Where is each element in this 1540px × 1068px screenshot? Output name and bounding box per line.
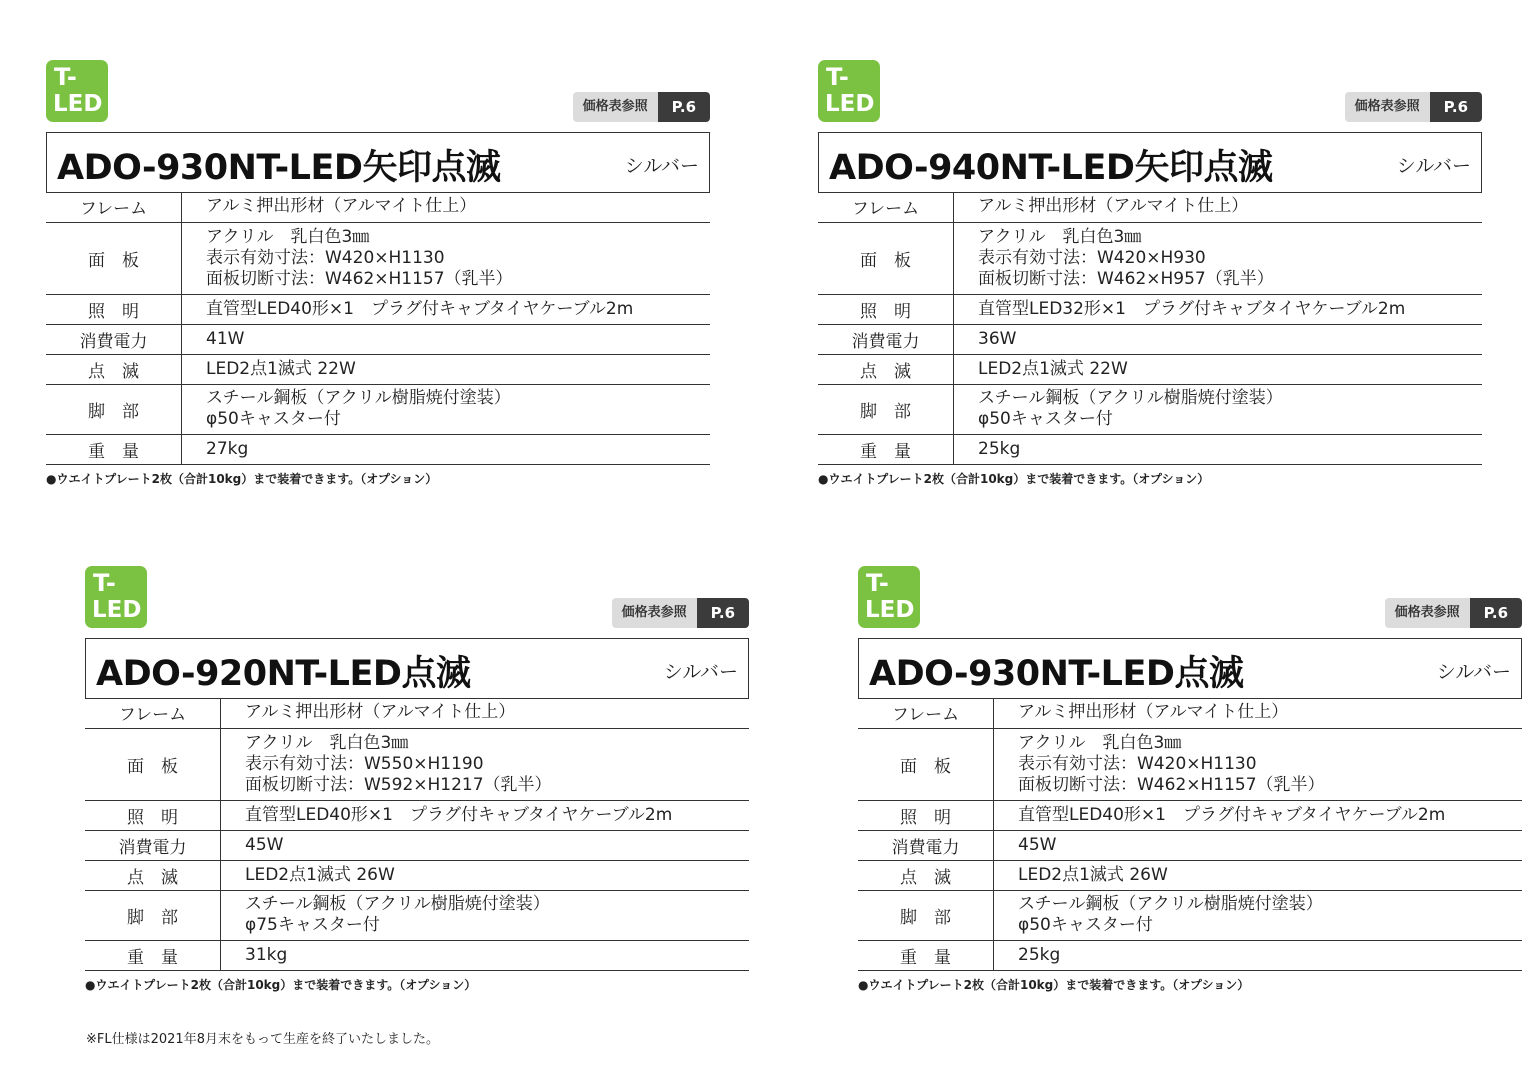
spec-row — [46, 324, 710, 354]
spec-row — [85, 940, 749, 970]
spec-row — [858, 800, 1522, 830]
product-title: ADO-920NT-LED点滅 — [96, 654, 471, 694]
spec-label: 照 明 — [85, 800, 221, 830]
option-note: ●ウエイトプレート2枚（合計10kg）まで装着できます。（オプション） — [85, 978, 477, 992]
spec-label: 消費電力 — [46, 324, 182, 354]
spec-value: 表示有効寸法：W420×H1130 — [1018, 753, 1257, 774]
spec-value-cell — [954, 222, 1483, 294]
footnote: ※FL仕様は2021年8月末をもって生産を終了いたしました。 — [86, 1032, 439, 1047]
spec-row — [818, 294, 1482, 324]
spec-row — [46, 434, 710, 464]
spec-value-cell — [221, 890, 750, 940]
spec-value: アルミ押出形材（アルマイト仕上） — [206, 196, 477, 217]
spec-label: フレーム — [46, 192, 182, 222]
spec-value-cell — [182, 192, 711, 222]
spec-value-cell — [182, 354, 711, 384]
spec-value: LED2点1滅式 22W — [206, 358, 356, 379]
spec-value-cell — [994, 890, 1523, 940]
spec-label: 脚 部 — [46, 384, 182, 434]
spec-value: φ50キャスター付 — [978, 409, 1113, 429]
spec-row — [85, 830, 749, 860]
spec-value: 面板切断寸法：W462×H1157（乳半） — [1018, 774, 1325, 795]
spec-row — [85, 698, 749, 728]
spec-value: φ75キャスター付 — [245, 915, 380, 935]
spec-row — [858, 890, 1522, 940]
price-reference-label: 価格表参照 — [573, 92, 658, 122]
spec-value: 直管型LED32形×1 プラグ付キャブタイヤケーブル2m — [978, 298, 1406, 319]
price-reference — [573, 92, 710, 122]
t-led-badge-icon — [46, 60, 108, 122]
badge-line1: T- — [826, 63, 849, 91]
badge-line1: T- — [866, 569, 889, 597]
spec-value-cell — [954, 354, 1483, 384]
spec-value-cell — [182, 434, 711, 464]
spec-label: 脚 部 — [818, 384, 954, 434]
spec-value: スチール鋼板（アクリル樹脂焼付塗装） — [978, 388, 1283, 408]
spec-value: 25kg — [978, 438, 1021, 459]
spec-value: スチール鋼板（アクリル樹脂焼付塗装） — [1018, 894, 1323, 914]
spec-label: 面 板 — [818, 222, 954, 294]
spec-value-cell — [994, 830, 1523, 860]
t-led-badge-icon — [858, 566, 920, 628]
spec-value: φ50キャスター付 — [206, 409, 341, 429]
spec-label: 消費電力 — [818, 324, 954, 354]
spec-row — [46, 192, 710, 222]
spec-value: 面板切断寸法：W462×H957（乳半） — [978, 268, 1274, 289]
product-card — [858, 566, 1522, 1006]
spec-row — [818, 354, 1482, 384]
spec-value: 45W — [1018, 834, 1057, 855]
spec-value-cell — [994, 728, 1523, 800]
spec-table — [85, 698, 749, 971]
spec-label: 面 板 — [85, 728, 221, 800]
product-card — [46, 60, 710, 500]
product-color: シルバー — [663, 661, 738, 683]
spec-row — [85, 728, 749, 800]
spec-value-cell — [954, 192, 1483, 222]
spec-value-cell — [221, 860, 750, 890]
spec-label: 照 明 — [818, 294, 954, 324]
spec-label: 点 滅 — [85, 860, 221, 890]
spec-value-cell — [182, 384, 711, 434]
spec-value: 27kg — [206, 438, 249, 459]
spec-value: LED2点1滅式 26W — [245, 864, 395, 885]
spec-value-cell — [994, 860, 1523, 890]
spec-value-cell — [954, 434, 1483, 464]
spec-value: アクリル 乳白色3㎜ — [1018, 732, 1182, 753]
spec-value: 直管型LED40形×1 プラグ付キャブタイヤケーブル2m — [206, 298, 634, 319]
spec-label: 面 板 — [858, 728, 994, 800]
spec-value: アルミ押出形材（アルマイト仕上） — [978, 196, 1249, 217]
spec-value: 面板切断寸法：W462×H1157（乳半） — [206, 268, 513, 289]
spec-row — [46, 354, 710, 384]
spec-value-cell — [954, 294, 1483, 324]
spec-row — [818, 384, 1482, 434]
spec-row — [818, 192, 1482, 222]
spec-row — [818, 222, 1482, 294]
spec-value-cell — [221, 830, 750, 860]
spec-row — [46, 294, 710, 324]
spec-value-cell — [221, 698, 750, 728]
badge-line1: T- — [54, 63, 77, 91]
spec-row — [46, 222, 710, 294]
spec-row — [818, 324, 1482, 354]
spec-value: 直管型LED40形×1 プラグ付キャブタイヤケーブル2m — [1018, 804, 1446, 825]
title-box — [858, 638, 1522, 699]
spec-value: 表示有効寸法：W420×H1130 — [206, 247, 445, 268]
spec-value: アクリル 乳白色3㎜ — [245, 732, 409, 753]
spec-value: 45W — [245, 834, 284, 855]
spec-value-cell — [182, 222, 711, 294]
product-card — [85, 566, 749, 1006]
spec-label: 消費電力 — [85, 830, 221, 860]
spec-value-cell — [954, 324, 1483, 354]
option-note: ●ウエイトプレート2枚（合計10kg）まで装着できます。（オプション） — [46, 472, 438, 486]
spec-label: 消費電力 — [858, 830, 994, 860]
title-box — [46, 132, 710, 193]
price-reference — [1345, 92, 1482, 122]
spec-label: 脚 部 — [85, 890, 221, 940]
option-note: ●ウエイトプレート2枚（合計10kg）まで装着できます。（オプション） — [858, 978, 1250, 992]
badge-line2: LED — [865, 597, 915, 623]
spec-row — [85, 800, 749, 830]
spec-value: アルミ押出形材（アルマイト仕上） — [245, 702, 516, 723]
spec-value-cell — [221, 940, 750, 970]
spec-value: 41W — [206, 328, 245, 349]
title-box — [818, 132, 1482, 193]
price-reference-page: P.6 — [1470, 598, 1522, 628]
spec-label: 重 量 — [818, 434, 954, 464]
spec-value: アクリル 乳白色3㎜ — [206, 226, 370, 247]
spec-label: 面 板 — [46, 222, 182, 294]
spec-row — [858, 860, 1522, 890]
product-color: シルバー — [1436, 661, 1511, 683]
product-title: ADO-940NT-LED矢印点滅 — [829, 148, 1273, 188]
badge-line2: LED — [92, 597, 142, 623]
spec-label: 点 滅 — [858, 860, 994, 890]
spec-label: 脚 部 — [858, 890, 994, 940]
spec-label: フレーム — [858, 698, 994, 728]
spec-value: 36W — [978, 328, 1017, 349]
spec-value: LED2点1滅式 26W — [1018, 864, 1168, 885]
spec-value: 面板切断寸法：W592×H1217（乳半） — [245, 774, 552, 795]
spec-row — [818, 434, 1482, 464]
spec-row — [46, 384, 710, 434]
spec-label: フレーム — [85, 698, 221, 728]
price-reference — [612, 598, 749, 628]
spec-value: 表示有効寸法：W550×H1190 — [245, 753, 484, 774]
spec-table — [46, 192, 710, 465]
spec-value: LED2点1滅式 22W — [978, 358, 1128, 379]
spec-label: 重 量 — [858, 940, 994, 970]
t-led-badge-icon — [85, 566, 147, 628]
price-reference-label: 価格表参照 — [612, 598, 697, 628]
spec-label: 照 明 — [858, 800, 994, 830]
spec-value-cell — [182, 294, 711, 324]
price-reference-label: 価格表参照 — [1385, 598, 1470, 628]
spec-value: アクリル 乳白色3㎜ — [978, 226, 1142, 247]
badge-line2: LED — [825, 91, 875, 117]
spec-label: 点 滅 — [818, 354, 954, 384]
spec-label: フレーム — [818, 192, 954, 222]
spec-row — [85, 890, 749, 940]
spec-value-cell — [994, 940, 1523, 970]
spec-value: アルミ押出形材（アルマイト仕上） — [1018, 702, 1289, 723]
spec-value-cell — [954, 384, 1483, 434]
price-reference-page: P.6 — [658, 92, 710, 122]
product-color: シルバー — [1396, 155, 1471, 177]
badge-line1: T- — [93, 569, 116, 597]
spec-row — [85, 860, 749, 890]
badge-line2: LED — [53, 91, 103, 117]
spec-value: 31kg — [245, 944, 288, 965]
price-reference-label: 価格表参照 — [1345, 92, 1430, 122]
spec-table — [818, 192, 1482, 465]
spec-label: 重 量 — [46, 434, 182, 464]
spec-row — [858, 830, 1522, 860]
title-box — [85, 638, 749, 699]
product-card — [818, 60, 1482, 500]
spec-row — [858, 940, 1522, 970]
price-reference-page: P.6 — [697, 598, 749, 628]
spec-value-cell — [221, 728, 750, 800]
spec-value: スチール鋼板（アクリル樹脂焼付塗装） — [206, 388, 511, 408]
spec-row — [858, 728, 1522, 800]
product-title: ADO-930NT-LED矢印点滅 — [57, 148, 501, 188]
option-note: ●ウエイトプレート2枚（合計10kg）まで装着できます。（オプション） — [818, 472, 1210, 486]
spec-label: 重 量 — [85, 940, 221, 970]
price-reference-page: P.6 — [1430, 92, 1482, 122]
spec-value-cell — [221, 800, 750, 830]
spec-value-cell — [182, 324, 711, 354]
product-color: シルバー — [624, 155, 699, 177]
spec-table — [858, 698, 1522, 971]
spec-value: 表示有効寸法：W420×H930 — [978, 247, 1206, 268]
spec-value-cell — [994, 698, 1523, 728]
price-reference — [1385, 598, 1522, 628]
spec-label: 照 明 — [46, 294, 182, 324]
spec-value: 直管型LED40形×1 プラグ付キャブタイヤケーブル2m — [245, 804, 673, 825]
t-led-badge-icon — [818, 60, 880, 122]
spec-value: 25kg — [1018, 944, 1061, 965]
spec-value-cell — [994, 800, 1523, 830]
spec-label: 点 滅 — [46, 354, 182, 384]
spec-value: スチール鋼板（アクリル樹脂焼付塗装） — [245, 894, 550, 914]
product-title: ADO-930NT-LED点滅 — [869, 654, 1244, 694]
spec-value: φ50キャスター付 — [1018, 915, 1153, 935]
spec-row — [858, 698, 1522, 728]
